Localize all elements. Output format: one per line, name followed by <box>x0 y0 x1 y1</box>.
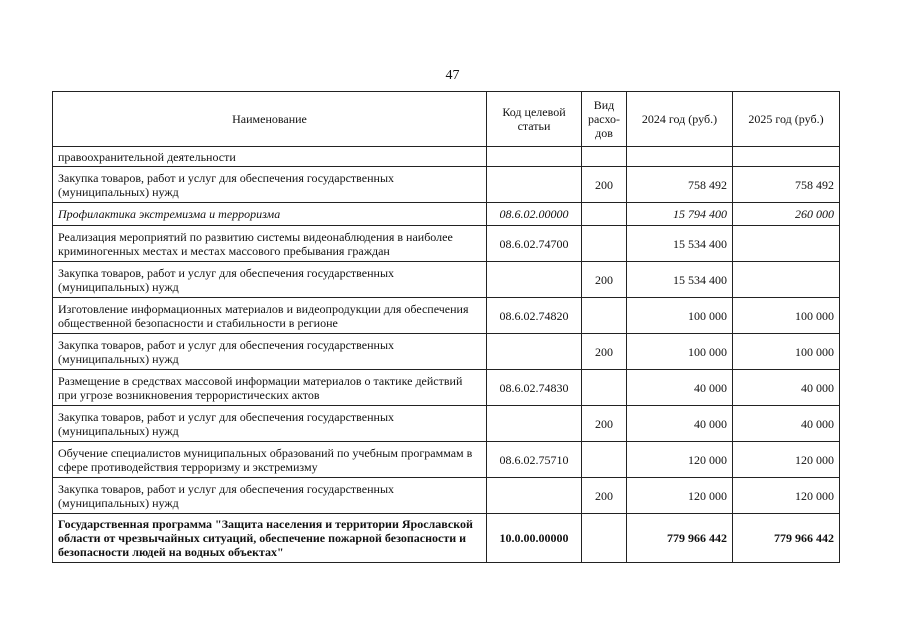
row-name: Реализация мероприятий по развитию системы видеонаблюдения в наиболее криминогенных местах и местах массового пребывания граждан <box>53 226 487 262</box>
row-2025 <box>733 262 840 298</box>
row-code: 08.6.02.74700 <box>487 226 582 262</box>
row-name: Изготовление информационных материалов и видеопродукции для обеспечения общественной безопасности и стабильности в регионе <box>53 298 487 334</box>
row-name: правоохранительной деятельности <box>53 147 487 167</box>
row-kind <box>582 442 627 478</box>
row-2025: 40 000 <box>733 370 840 406</box>
row-2024: 120 000 <box>627 478 733 514</box>
row-code <box>487 167 582 203</box>
row-name: Закупка товаров, работ и услуг для обеспечения государственных (муниципальных) нужд <box>53 167 487 203</box>
row-code <box>487 406 582 442</box>
row-2024: 100 000 <box>627 298 733 334</box>
row-name: Закупка товаров, работ и услуг для обеспечения государственных (муниципальных) нужд <box>53 478 487 514</box>
row-2024: 120 000 <box>627 442 733 478</box>
row-name: Обучение специалистов муниципальных образований по учебным программам в сфере противодействия терроризму и экстремизму <box>53 442 487 478</box>
column-header-2025: 2025 год (руб.) <box>733 92 840 147</box>
row-2025: 100 000 <box>733 298 840 334</box>
row-kind <box>582 226 627 262</box>
row-name: Профилактика экстремизма и терроризма <box>53 203 487 226</box>
table-row <box>53 442 840 478</box>
table-row <box>53 478 840 514</box>
row-2024: 100 000 <box>627 334 733 370</box>
row-name: Государственная программа "Защита населения и территории Ярославской области от чрезвычайных ситуаций, обеспечение пожарной безопасности и безопасности людей на водных объектах" <box>53 514 487 563</box>
row-2025: 40 000 <box>733 406 840 442</box>
row-name: Размещение в средствах массовой информации материалов о тактике действий при угрозе возникновения террористических актов <box>53 370 487 406</box>
row-2025 <box>733 226 840 262</box>
row-2024: 15 534 400 <box>627 262 733 298</box>
row-2024: 779 966 442 <box>627 514 733 563</box>
table-row <box>53 147 840 167</box>
page-number: 47 <box>445 68 460 83</box>
row-kind <box>582 514 627 563</box>
row-name: Закупка товаров, работ и услуг для обеспечения государственных (муниципальных) нужд <box>53 262 487 298</box>
row-code <box>487 478 582 514</box>
table-header-row <box>53 92 840 147</box>
column-header-code: Код целевой статьи <box>487 92 582 147</box>
table-row <box>53 514 840 563</box>
row-2025: 758 492 <box>733 167 840 203</box>
row-code: 08.6.02.74820 <box>487 298 582 334</box>
table-row <box>53 370 840 406</box>
column-header-kind: Вид расхо-дов <box>582 92 627 147</box>
table-row <box>53 406 840 442</box>
row-name: Закупка товаров, работ и услуг для обеспечения государственных (муниципальных) нужд <box>53 406 487 442</box>
row-2024: 40 000 <box>627 370 733 406</box>
row-2024: 15 794 400 <box>627 203 733 226</box>
row-code: 08.6.02.00000 <box>487 203 582 226</box>
row-kind <box>582 370 627 406</box>
row-name: Закупка товаров, работ и услуг для обеспечения государственных (муниципальных) нужд <box>53 334 487 370</box>
row-code: 08.6.02.75710 <box>487 442 582 478</box>
row-kind <box>582 298 627 334</box>
row-kind: 200 <box>582 478 627 514</box>
table-row <box>53 262 840 298</box>
table-row <box>53 167 840 203</box>
row-kind <box>582 147 627 167</box>
row-2024: 40 000 <box>627 406 733 442</box>
row-code <box>487 147 582 167</box>
row-2024: 758 492 <box>627 167 733 203</box>
row-2025: 260 000 <box>733 203 840 226</box>
budget-table <box>52 91 840 563</box>
row-2024: 15 534 400 <box>627 226 733 262</box>
table-row <box>53 226 840 262</box>
column-header-name: Наименование <box>53 92 487 147</box>
row-code <box>487 262 582 298</box>
table-row <box>53 334 840 370</box>
row-2025: 120 000 <box>733 442 840 478</box>
row-2024 <box>627 147 733 167</box>
row-code: 10.0.00.00000 <box>487 514 582 563</box>
column-header-2024: 2024 год (руб.) <box>627 92 733 147</box>
table-row <box>53 203 840 226</box>
row-kind: 200 <box>582 334 627 370</box>
row-kind: 200 <box>582 167 627 203</box>
row-2025 <box>733 147 840 167</box>
row-code <box>487 334 582 370</box>
row-kind: 200 <box>582 406 627 442</box>
table-row <box>53 298 840 334</box>
row-kind: 200 <box>582 262 627 298</box>
row-kind <box>582 203 627 226</box>
row-2025: 100 000 <box>733 334 840 370</box>
row-code: 08.6.02.74830 <box>487 370 582 406</box>
row-2025: 120 000 <box>733 478 840 514</box>
row-2025: 779 966 442 <box>733 514 840 563</box>
